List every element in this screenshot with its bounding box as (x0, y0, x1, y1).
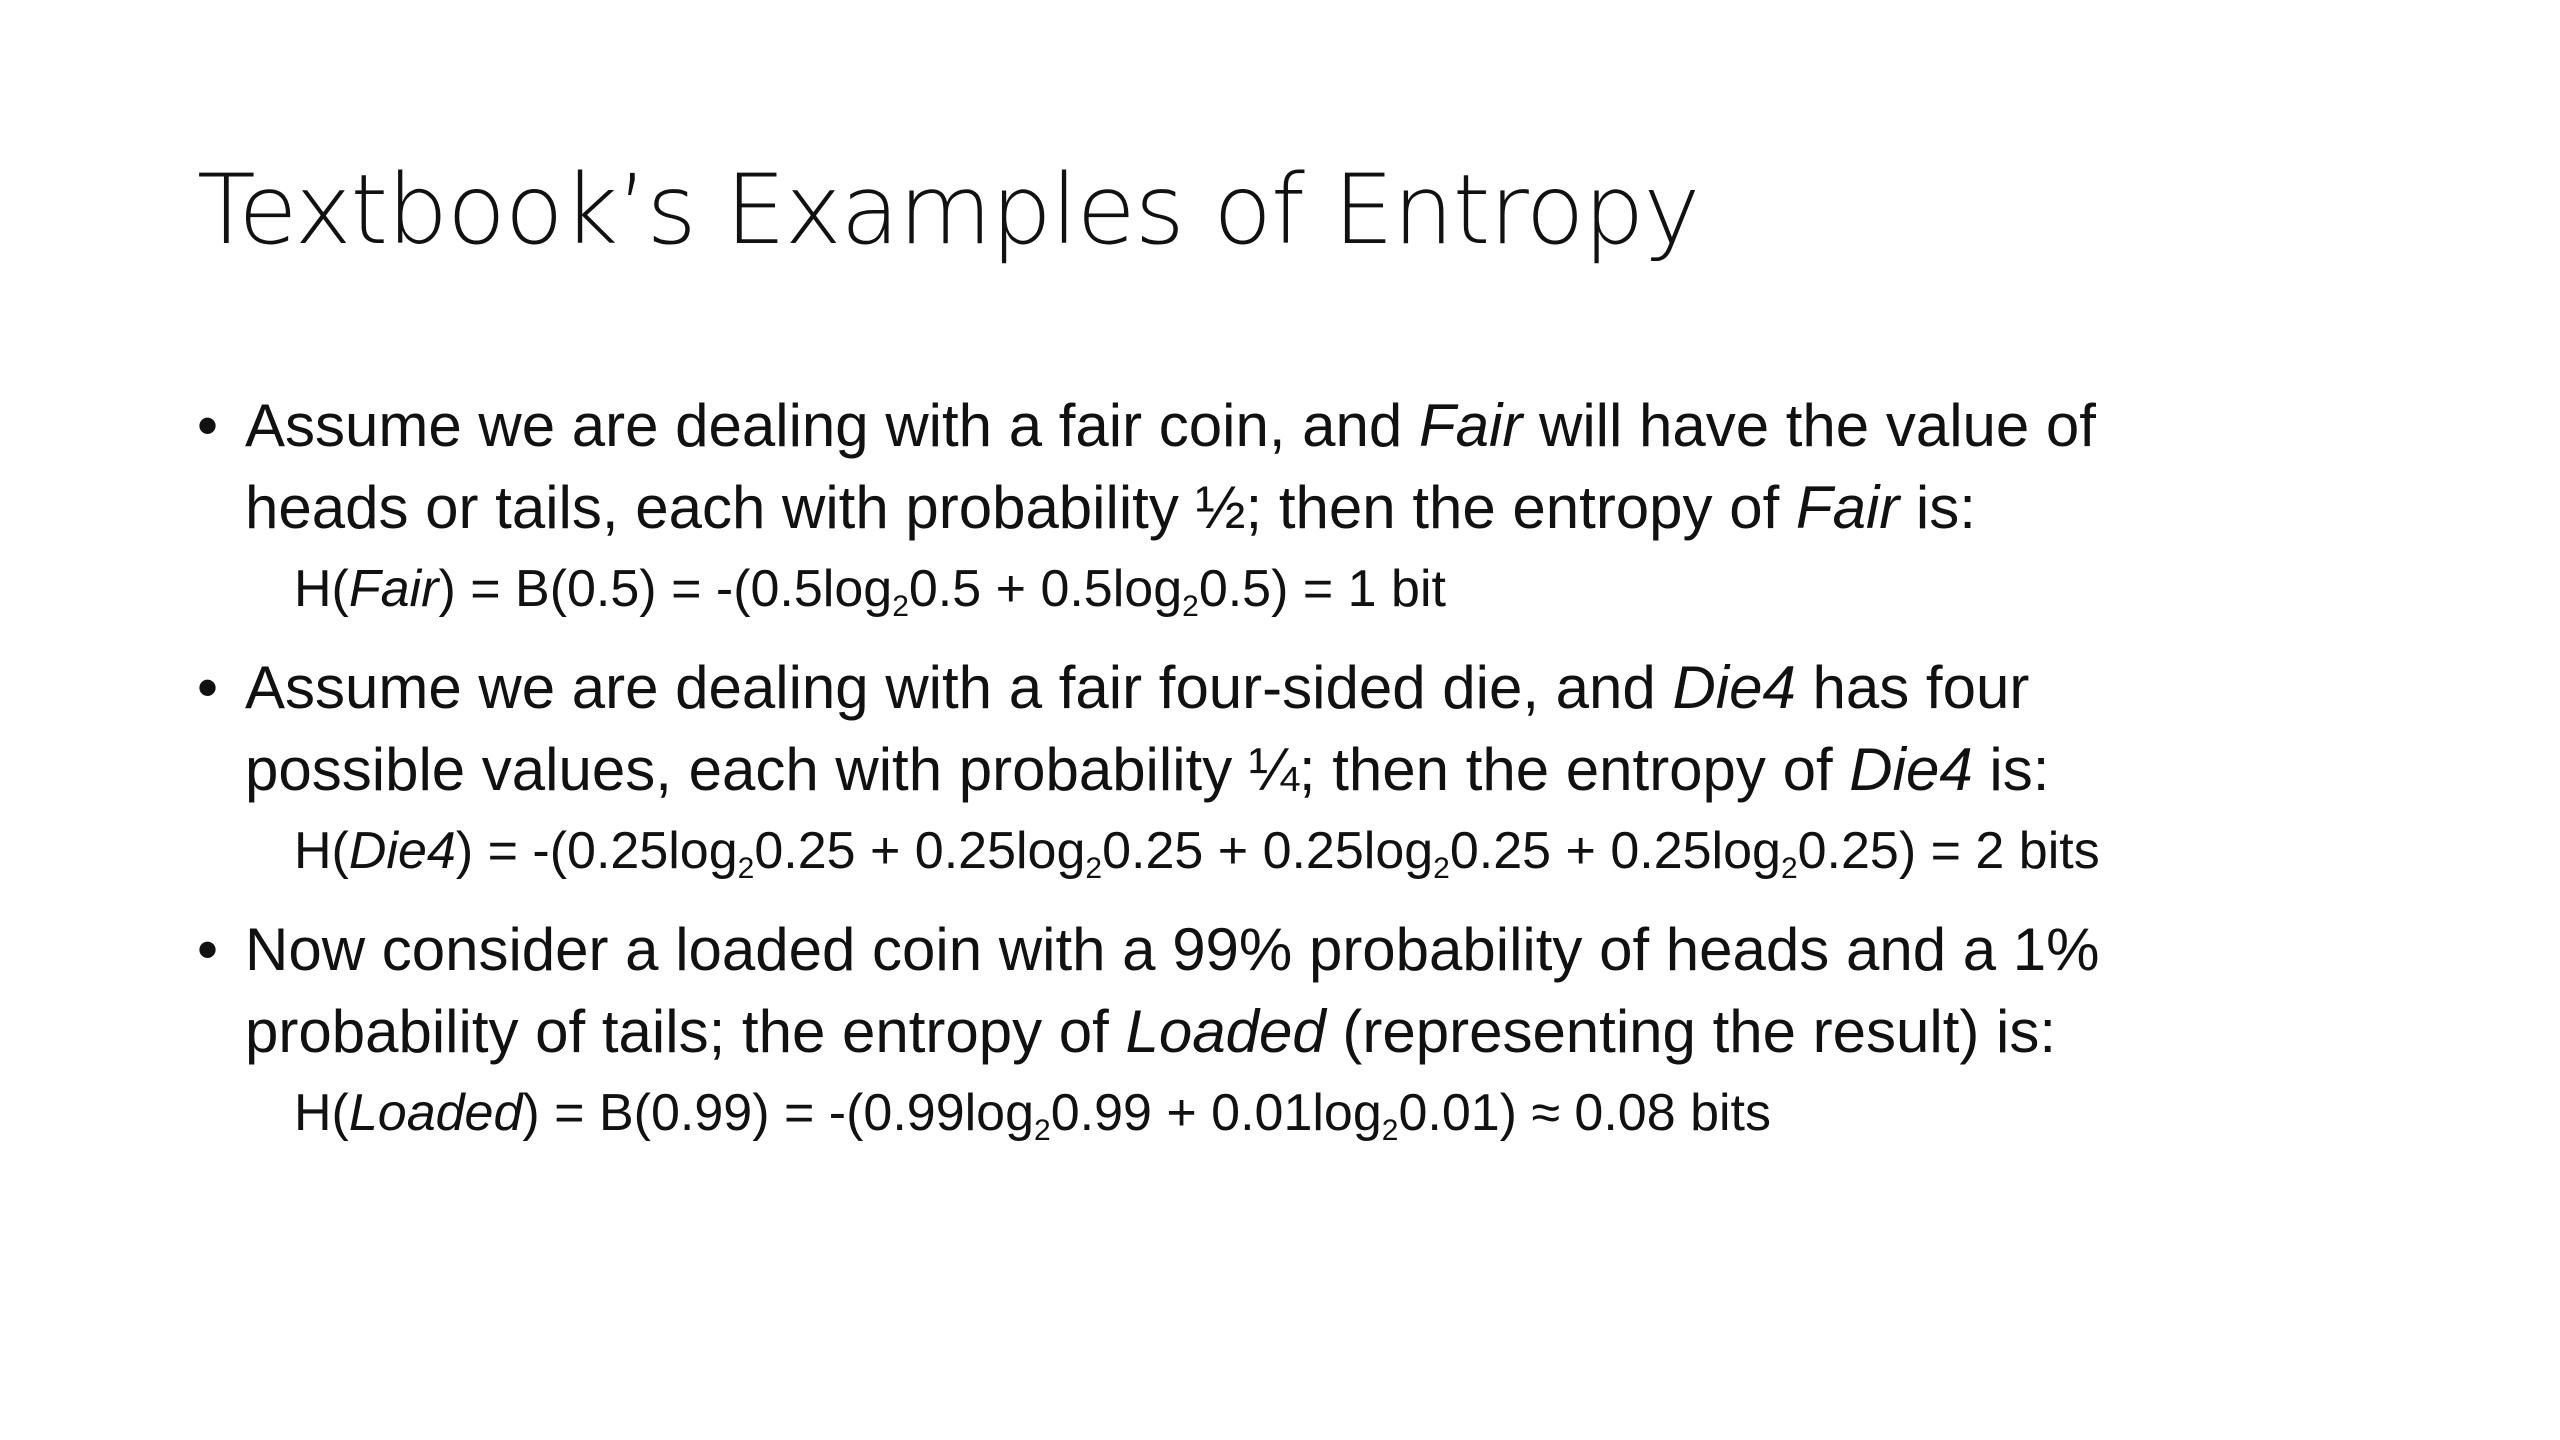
log-base-subscript: 2 (737, 852, 755, 885)
bullet-item-loaded-coin (197, 909, 2477, 1073)
text: has four (1795, 654, 2030, 721)
formula-text: H( (294, 560, 349, 618)
text: Assume we are dealing with a fair coin, and (245, 392, 1419, 459)
log-base-subscript: 2 (1780, 852, 1798, 885)
formula-text: ) = B(0.5) = -(0.5log (438, 560, 893, 618)
variable-name: Loaded (1125, 998, 1326, 1065)
formula-text: 0.99 + 0.01log (1050, 1084, 1382, 1142)
text: probability of tails; the entropy of (245, 998, 1126, 1065)
bullet-line (245, 729, 2477, 811)
variable-name: Fair (1418, 392, 1523, 459)
text: will have the value of (1522, 392, 2096, 459)
log-base-subscript: 2 (1433, 852, 1450, 885)
formula-text: ) = -(0.25log (455, 822, 738, 880)
bullet-marker: • (197, 654, 219, 721)
text: Assume we are dealing with a fair four-sided die, and (245, 654, 1673, 721)
bullet-marker: • (197, 392, 219, 459)
formula-fair (197, 549, 2477, 629)
log-base-subscript: 2 (892, 590, 909, 623)
text: is: (1899, 474, 1976, 541)
bullet-item-fair-coin (197, 385, 2477, 549)
bullet-line (245, 991, 2477, 1073)
text: heads or tails, each with probability ½; then the entropy of (245, 474, 1796, 541)
formula-text: 0.25 + 0.25log (1449, 822, 1781, 880)
formula-variable: Loaded (348, 1084, 523, 1142)
log-base-subscript: 2 (1381, 1114, 1399, 1147)
formula-text: ) = B(0.99) = -(0.99log (522, 1084, 1035, 1142)
bullet-line: Now consider a loaded coin with a 99% probability of heads and a 1% (245, 916, 2100, 983)
variable-name: Die4 (1672, 654, 1796, 721)
variable-name: Die4 (1849, 736, 1973, 803)
variable-name: Fair (1795, 474, 1900, 541)
formula-text: H( (294, 822, 349, 880)
formula-variable: Fair (348, 560, 439, 618)
formula-text: 0.5 + 0.5log (908, 560, 1183, 618)
bullet-line (245, 385, 2477, 467)
log-base-subscript: 2 (1034, 1114, 1051, 1147)
formula-die4 (197, 811, 2477, 891)
text: is: (1972, 736, 2050, 803)
formula-text: 0.25 + 0.25log (1102, 822, 1434, 880)
text: possible values, each with probability ¼; then the entropy of (245, 736, 1850, 803)
formula-variable: Die4 (348, 822, 456, 880)
log-base-subscript: 2 (1182, 590, 1199, 623)
bullet-list (197, 385, 2477, 1171)
formula-text: 0.01) ≈ 0.08 bits (1398, 1084, 1771, 1142)
formula-text: 0.25) = 2 bits (1797, 822, 2100, 880)
text: (representing the result) is: (1325, 998, 2057, 1065)
bullet-line (245, 647, 2477, 729)
bullet-item-four-sided-die (197, 647, 2477, 811)
formula-text: 0.5) = 1 bit (1198, 560, 1446, 618)
bullet-marker: • (197, 916, 219, 983)
slide-title: Textbook’s Examples of Entropy (197, 154, 1700, 266)
bullet-line (245, 467, 2477, 549)
formula-text: 0.25 + 0.25log (754, 822, 1086, 880)
formula-loaded (197, 1073, 2477, 1153)
log-base-subscript: 2 (1085, 852, 1103, 885)
formula-text: H( (294, 1084, 349, 1142)
